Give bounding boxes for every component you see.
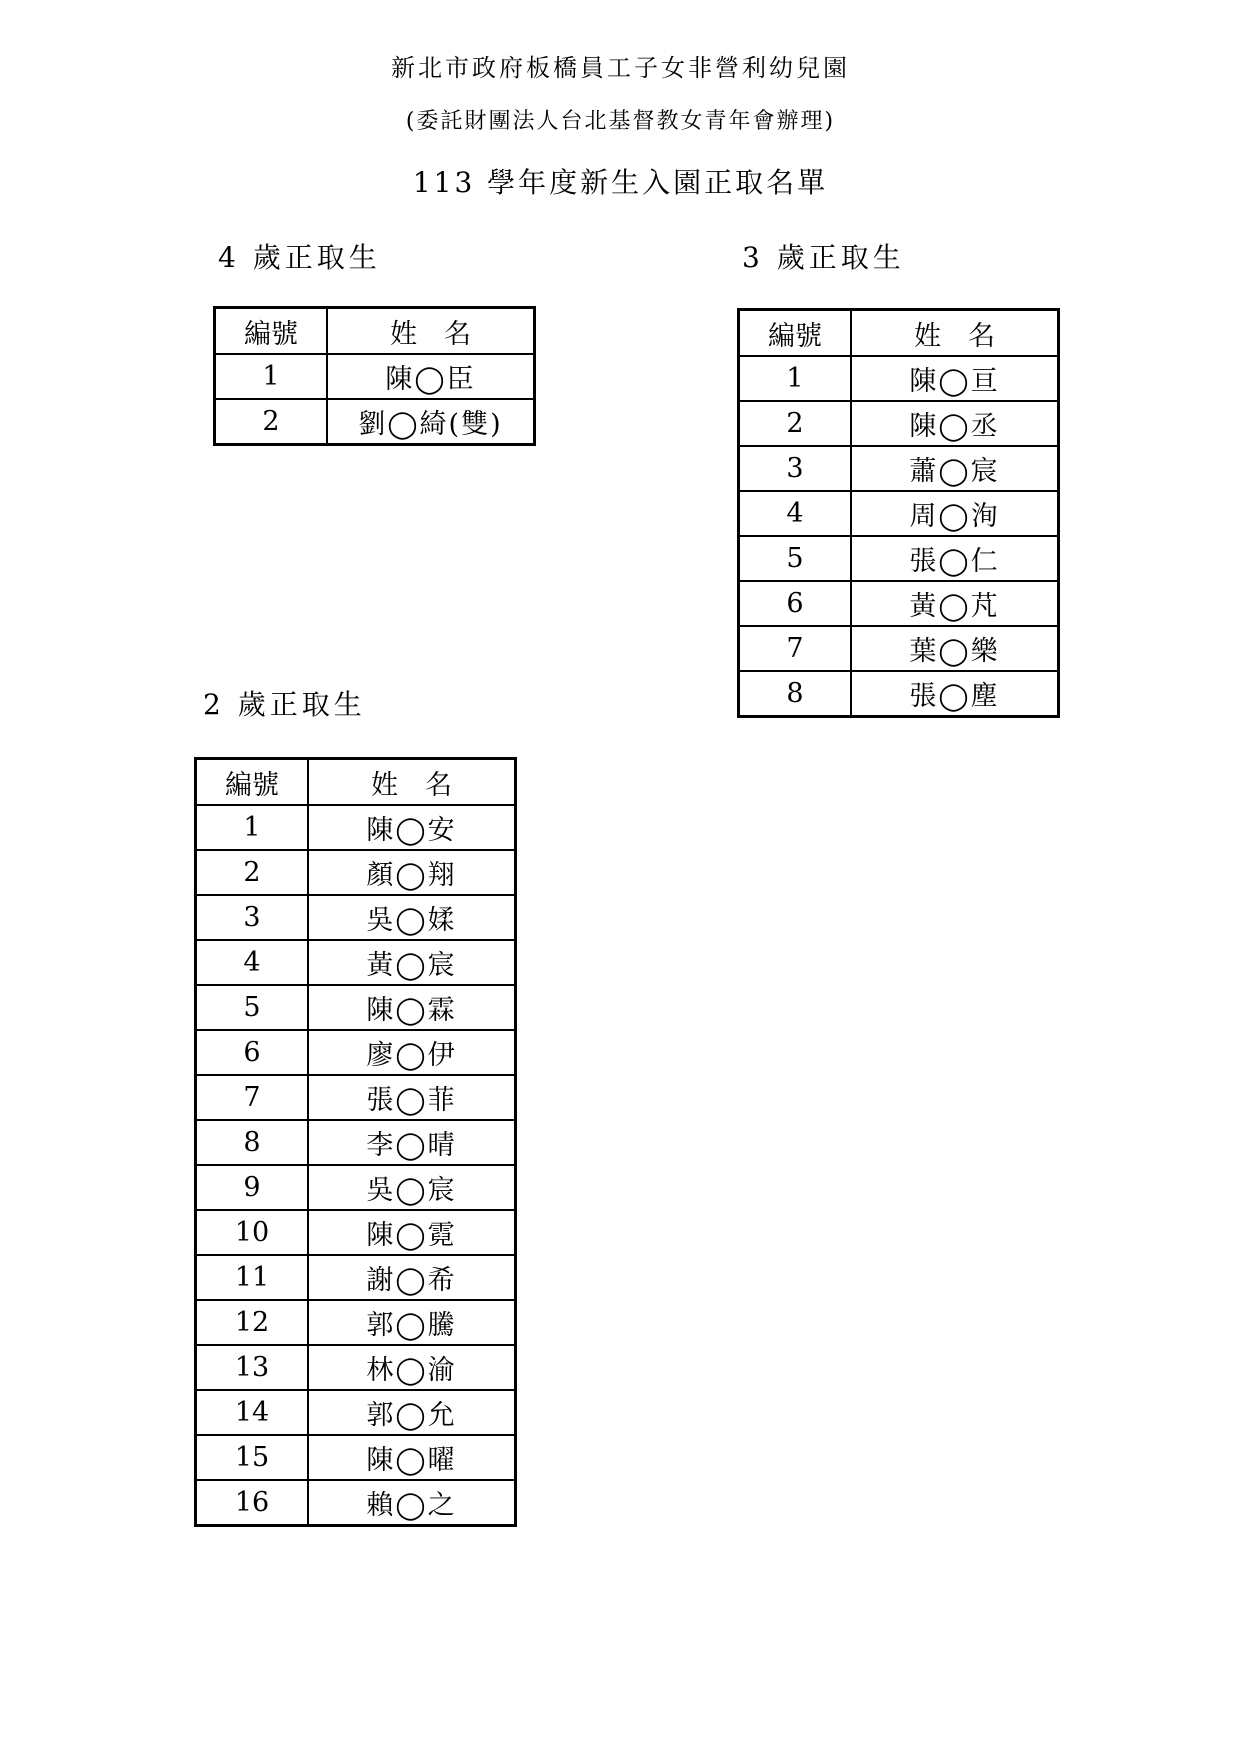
row-number: 4 (196, 940, 309, 985)
table-row (739, 581, 1059, 626)
row-number: 7 (739, 626, 852, 671)
table-row (215, 354, 535, 399)
student-name: 顏◯翔 (308, 850, 516, 895)
age3-section-title: 3 歲正取生 (742, 241, 905, 274)
table-row (196, 1210, 516, 1255)
student-name: 黃◯芃 (851, 581, 1059, 626)
row-number: 3 (196, 895, 309, 940)
row-number: 11 (196, 1255, 309, 1300)
table-row (739, 671, 1059, 717)
table-row (739, 491, 1059, 536)
row-number: 1 (215, 354, 328, 399)
student-name: 陳◯安 (308, 805, 516, 850)
column-header-name: 姓 名 (308, 759, 516, 806)
row-number: 15 (196, 1435, 309, 1480)
table-row (196, 985, 516, 1030)
row-number: 2 (196, 850, 309, 895)
table-row (739, 446, 1059, 491)
row-number: 6 (739, 581, 852, 626)
age2-table (194, 757, 517, 1527)
row-number: 3 (739, 446, 852, 491)
table-row (196, 1165, 516, 1210)
row-number: 6 (196, 1030, 309, 1075)
table-row (196, 1345, 516, 1390)
column-header-no: 編號 (196, 759, 309, 806)
student-name: 陳◯霖 (308, 985, 516, 1030)
row-number: 2 (739, 401, 852, 446)
student-name: 張◯菲 (308, 1075, 516, 1120)
row-number: 8 (196, 1120, 309, 1165)
table-row (196, 1255, 516, 1300)
table-row (739, 356, 1059, 401)
table-row (196, 940, 516, 985)
row-number: 14 (196, 1390, 309, 1435)
student-name: 郭◯允 (308, 1390, 516, 1435)
page-title: 113 學年度新生入園正取名單 (412, 166, 829, 199)
student-name: 周◯洵 (851, 491, 1059, 536)
table-row (196, 1030, 516, 1075)
row-number: 5 (739, 536, 852, 581)
table-row (196, 1300, 516, 1345)
row-number: 12 (196, 1300, 309, 1345)
student-name: 陳◯曜 (308, 1435, 516, 1480)
row-number: 1 (196, 805, 309, 850)
student-name: 陳◯霓 (308, 1210, 516, 1255)
table-row (215, 399, 535, 445)
row-number: 16 (196, 1480, 309, 1526)
table-row (739, 536, 1059, 581)
table-header-row (739, 310, 1059, 357)
student-name: 吳◯宸 (308, 1165, 516, 1210)
age3-table (737, 308, 1060, 718)
table-row (196, 850, 516, 895)
student-name: 李◯晴 (308, 1120, 516, 1165)
age4-table (213, 306, 536, 446)
table-row (739, 401, 1059, 446)
age4-section-title: 4 歲正取生 (218, 241, 381, 274)
column-header-name: 姓 名 (851, 310, 1059, 357)
student-name: 陳◯臣 (327, 354, 535, 399)
table-header-row (215, 308, 535, 355)
table-row (196, 1075, 516, 1120)
student-name: 蕭◯宸 (851, 446, 1059, 491)
column-header-no: 編號 (739, 310, 852, 357)
row-number: 13 (196, 1345, 309, 1390)
student-name: 陳◯亘 (851, 356, 1059, 401)
row-number: 1 (739, 356, 852, 401)
student-name: 張◯塵 (851, 671, 1059, 717)
student-name: 廖◯伊 (308, 1030, 516, 1075)
table-row (196, 1480, 516, 1526)
student-name: 葉◯樂 (851, 626, 1059, 671)
student-name: 郭◯騰 (308, 1300, 516, 1345)
table-row (196, 895, 516, 940)
table-row (196, 1435, 516, 1480)
student-name: 張◯仁 (851, 536, 1059, 581)
row-number: 4 (739, 491, 852, 536)
operator-note: (委託財團法人台北基督教女青年會辦理) (405, 109, 836, 134)
row-number: 5 (196, 985, 309, 1030)
table-row (196, 1120, 516, 1165)
row-number: 7 (196, 1075, 309, 1120)
row-number: 9 (196, 1165, 309, 1210)
student-name: 謝◯希 (308, 1255, 516, 1300)
student-name: 林◯渝 (308, 1345, 516, 1390)
row-number: 10 (196, 1210, 309, 1255)
student-name: 吳◯媃 (308, 895, 516, 940)
student-name: 劉◯綺(雙) (327, 399, 535, 445)
table-row (739, 626, 1059, 671)
student-name: 賴◯之 (308, 1480, 516, 1526)
row-number: 2 (215, 399, 328, 445)
age2-section-title: 2 歲正取生 (203, 688, 366, 721)
table-header-row (196, 759, 516, 806)
column-header-no: 編號 (215, 308, 328, 355)
table-row (196, 805, 516, 850)
row-number: 8 (739, 671, 852, 717)
school-name: 新北市政府板橋員工子女非營利幼兒園 (391, 54, 850, 82)
column-header-name: 姓 名 (327, 308, 535, 355)
table-row (196, 1390, 516, 1435)
student-name: 黃◯宸 (308, 940, 516, 985)
student-name: 陳◯丞 (851, 401, 1059, 446)
